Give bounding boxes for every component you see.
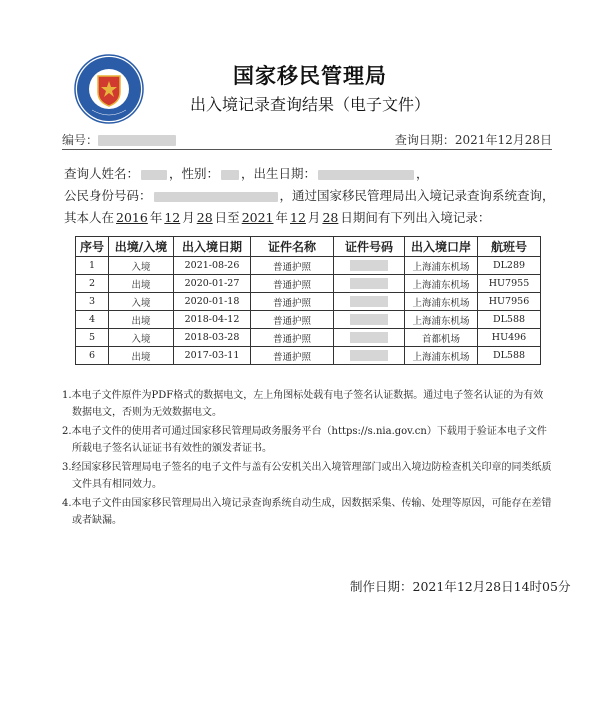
query-date-value: 2021年12月28日 <box>454 133 552 147</box>
gender-field <box>219 166 241 181</box>
id-label: 公民身份号码： <box>64 188 152 203</box>
row-no: 6 <box>76 347 109 365</box>
table-row <box>76 311 541 329</box>
month-unit-1: 月 <box>182 210 195 225</box>
row-no: 1 <box>76 257 109 275</box>
made-date-label: 制作日期： <box>350 579 413 594</box>
row-date: 2021-08-26 <box>174 257 251 275</box>
note-item: 1.本电子文件原件为PDF格式的数据电文，左上角图标处载有电子签名认证数据。通过电子签名认证的为有效数据电文，否则为无效数据电文。 <box>62 390 544 418</box>
row-date: 2018-03-28 <box>174 329 251 347</box>
made-date <box>350 577 570 595</box>
end-year: 2021 <box>241 210 274 225</box>
header-divider <box>62 149 552 150</box>
row-doc-name: 普通护照 <box>251 275 334 293</box>
row-port: 上海浦东机场 <box>405 257 478 275</box>
gender-label: ，性别： <box>169 166 220 181</box>
row-flight: DL588 <box>478 347 541 365</box>
start-month: 12 <box>164 210 181 225</box>
birth-field <box>316 166 416 181</box>
header-doc-number: 证件号码 <box>334 237 405 257</box>
row-no: 3 <box>76 293 109 311</box>
header-direction: 出境/入境 <box>109 237 174 257</box>
row-flight: HU7956 <box>478 293 541 311</box>
row-port: 上海浦东机场 <box>405 347 478 365</box>
row-direction: 入境 <box>109 329 174 347</box>
start-year: 2016 <box>116 210 148 225</box>
row-doc-name: 普通护照 <box>251 257 334 275</box>
row-doc-number <box>334 347 405 365</box>
end-day: 28 <box>322 210 339 225</box>
row-port: 上海浦东机场 <box>405 275 478 293</box>
note-item: 2.本电子文件的使用者可通过国家移民管理局政务服务平台（https://s.nia.gov.cn）下载用于验证本电子文件所载电子签名认证证书有效性的颁发者证书。 <box>62 426 547 454</box>
row-no: 5 <box>76 329 109 347</box>
row-port: 上海浦东机场 <box>405 293 478 311</box>
id-suffix: ，通过国家移民管理局出入境记录查询系统查询， <box>279 188 555 203</box>
made-date-value: 2021年12月28日14时05分 <box>412 579 571 594</box>
table-header-row <box>76 237 541 257</box>
redacted-number <box>98 135 176 146</box>
year-unit-1: 年 <box>149 210 163 225</box>
period-prefix: 其本人在 <box>64 210 115 225</box>
header-port: 出入境口岸 <box>405 237 478 257</box>
birth-label: ，出生日期： <box>241 166 317 181</box>
header-date: 出入境日期 <box>174 237 251 257</box>
org-title: 国家移民管理局 <box>233 63 387 88</box>
name-label: 查询人姓名： <box>64 166 140 181</box>
notes-section <box>62 388 552 532</box>
id-field <box>152 188 280 203</box>
note-item: 3.经国家移民管理局电子签名的电子文件与盖有公安机关出入境管理部门或出入境边防检查机关印章的同类纸质文件具有相同效力。 <box>62 462 552 490</box>
row-port: 首都机场 <box>405 329 478 347</box>
header-flight: 航班号 <box>478 237 541 257</box>
immigration-emblem-icon <box>74 54 144 124</box>
row-doc-number <box>334 257 405 275</box>
query-date <box>395 131 552 148</box>
number-label: 编号： <box>62 133 99 147</box>
row-direction: 入境 <box>109 257 174 275</box>
start-day: 28 <box>196 210 213 225</box>
row-flight: HU7955 <box>478 275 541 293</box>
row-doc-number <box>334 293 405 311</box>
row-doc-name: 普通护照 <box>251 329 334 347</box>
query-date-label: 查询日期： <box>394 133 455 147</box>
row-doc-number <box>334 275 405 293</box>
row-flight: DL289 <box>478 257 541 275</box>
note-item: 4.本电子文件由国家移民管理局出入境记录查询系统自动生成，因数据采集、传输、处理等原因，可能存在差错或者缺漏。 <box>62 498 552 526</box>
header-no: 序号 <box>76 237 109 257</box>
row-direction: 出境 <box>109 275 174 293</box>
row-direction: 出境 <box>109 347 174 365</box>
row-no: 2 <box>76 275 109 293</box>
period-suffix: 日期间有下列出入境记录： <box>340 210 491 225</box>
day-to: 日至 <box>214 210 240 225</box>
row-date: 2020-01-27 <box>174 275 251 293</box>
document-title: 出入境记录查询结果（电子文件） <box>189 95 430 114</box>
name-field <box>139 166 169 181</box>
row-date: 2018-04-12 <box>174 311 251 329</box>
row-doc-number <box>334 311 405 329</box>
table-row <box>76 275 541 293</box>
row-flight: HU496 <box>478 329 541 347</box>
row-date: 2020-01-18 <box>174 293 251 311</box>
row-direction: 入境 <box>109 293 174 311</box>
table-row <box>76 347 541 365</box>
row-doc-name: 普通护照 <box>251 347 334 365</box>
table-row <box>76 329 541 347</box>
row-flight: DL588 <box>478 311 541 329</box>
header-doc-name: 证件名称 <box>251 237 334 257</box>
applicant-line-3 <box>64 208 490 226</box>
row-port: 上海浦东机场 <box>405 311 478 329</box>
line1-end: ， <box>416 166 429 181</box>
row-date: 2017-03-11 <box>174 347 251 365</box>
table-row <box>76 293 541 311</box>
year-unit-2: 年 <box>275 210 289 225</box>
applicant-line-1 <box>64 164 429 182</box>
row-doc-number <box>334 329 405 347</box>
row-no: 4 <box>76 311 109 329</box>
row-direction: 出境 <box>109 311 174 329</box>
month-unit-2: 月 <box>307 210 321 225</box>
records-table <box>75 236 541 365</box>
applicant-line-2 <box>64 186 555 204</box>
table-row <box>76 257 541 275</box>
end-month: 12 <box>290 210 306 225</box>
row-doc-name: 普通护照 <box>251 311 334 329</box>
row-doc-name: 普通护照 <box>251 293 334 311</box>
meta-row <box>62 131 552 149</box>
